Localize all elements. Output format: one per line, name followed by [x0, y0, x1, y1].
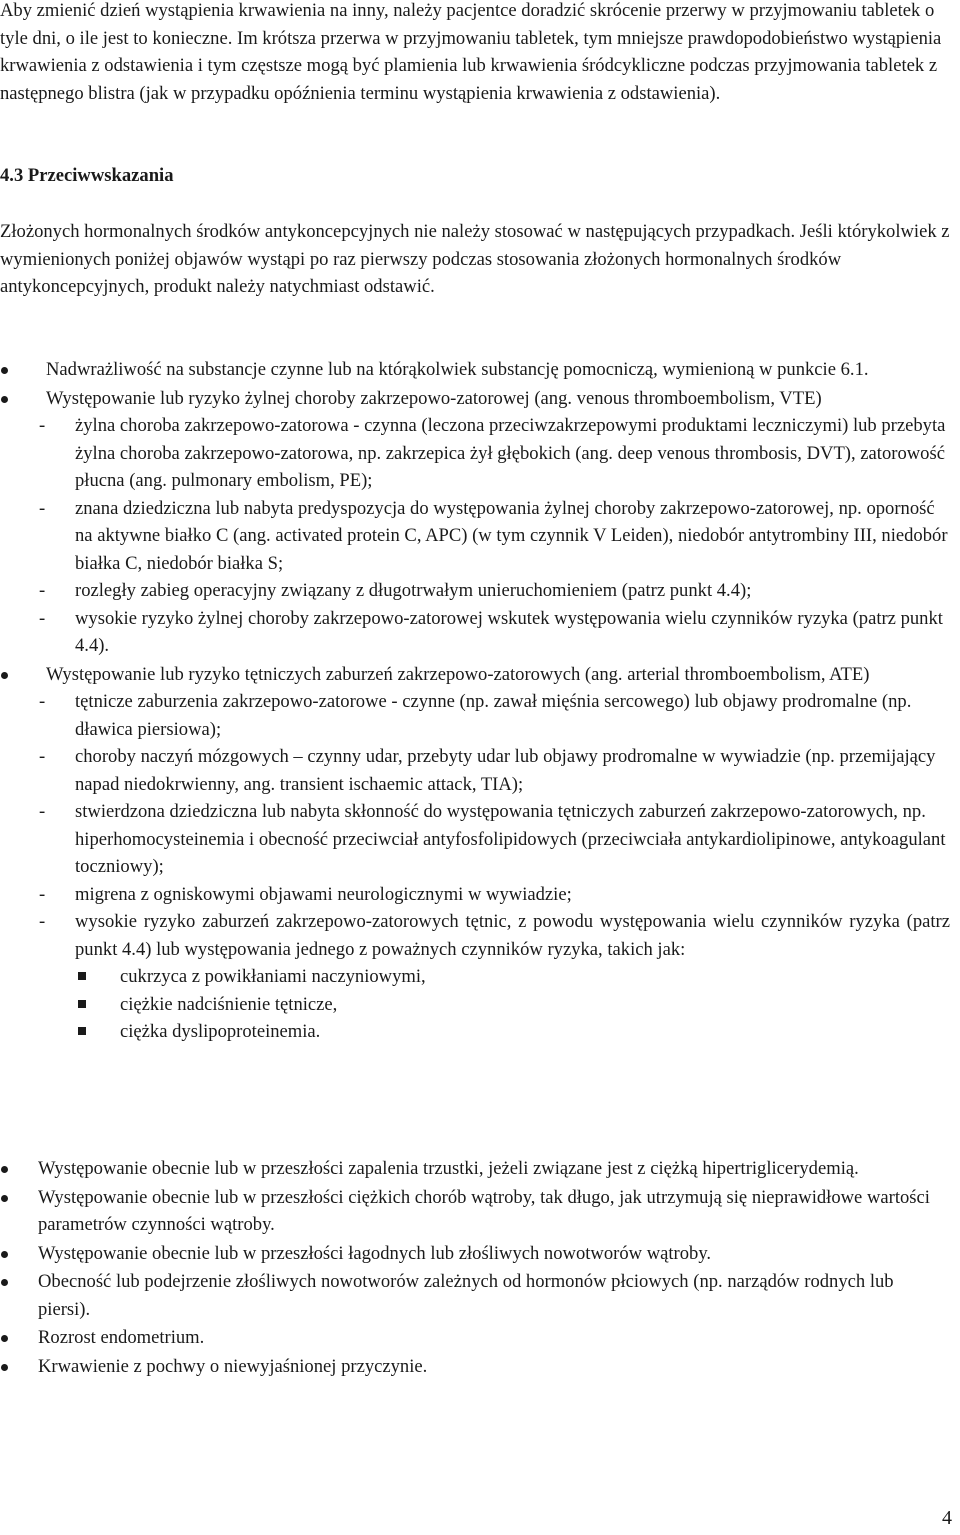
list-item: Nadwrażliwość na substancje czynne lub na którąkolwiek substancję pomocniczą, wymienioną w punkcie 6.1. [0, 356, 950, 384]
intro-paragraph: Aby zmienić dzień wystąpienia krwawienia na inny, należy pacjentce doradzić skrócenie przerwy w przyjmowaniu tabletek o tyle dni, o ile jest to konieczne. Im krótsza przerwa w przyjmowaniu tabletek, tym mniejsze prawdopodobieństwo wystąpienia krwawienia z odstawienia i tym częstsze mogą być plamienia lub krwawienia śródcykliczne podczas przyjmowania tabletek z następnego blistra (jak w przypadku opóźnienia terminu wystąpienia krwawienia z odstawienia). [0, 0, 942, 104]
list-item: Występowanie obecnie lub w przeszłości łagodnych lub złośliwych nowotworów wątroby. [0, 1240, 950, 1268]
list-item: Występowanie lub ryzyko tętniczych zaburzeń zakrzepowo-zatorowych (ang. arterial thromboembolism, ATE) [0, 661, 950, 689]
contraindications-intro: Złożonych hormonalnych środków antykoncepcyjnych nie należy stosować w następujących przypadkach. Jeśli którykolwiek z wymienionych poniżej objawów wystąpi po raz pierwszy podczas stosowania złożonych hormonalnych środków antykoncepcyjnych, produkt należy natychmiast odstawić. [0, 221, 950, 297]
dash-marker: - [39, 911, 46, 932]
bullet-icon [1, 367, 8, 374]
bullet-icon [1, 1195, 8, 1202]
sub-item: - wysokie ryzyko zaburzeń zakrzepowo-zatorowych tętnic, z powodu występowania wielu czynników ryzyka (patrz punkt 4.4) lub występowania jednego z poważnych czynników ryzyka, takich jak: [0, 908, 950, 963]
square-bullet-icon [78, 1027, 86, 1035]
bullet-icon [1, 1251, 8, 1258]
square-bullet-icon [78, 972, 86, 980]
list-item: Obecność lub podejrzenie złośliwych nowotworów zależnych od hormonów płciowych (np. narządów rodnych lub piersi). [0, 1268, 950, 1323]
square-bullet-icon [78, 1000, 86, 1008]
bullet-icon [1, 1364, 8, 1371]
dash-marker: - [39, 580, 46, 601]
dash-marker: - [39, 415, 46, 436]
list-item: Występowanie obecnie lub w przeszłości zapalenia trzustki, jeżeli związane jest z ciężką hipertriglicerydemią. [0, 1155, 950, 1183]
sub-item: - stwierdzona dziedziczna lub nabyta skłonność do występowania tętniczych zaburzeń zakrzepowo-zatorowych, np. hiperhomocysteinemia i obecność przeciwciał antyfosfolipidowych (przeciwciała antykardiolipinowe, antykoagulant toczniowy); [0, 798, 950, 881]
page-number: 4 [942, 1507, 952, 1529]
dash-marker: - [39, 746, 46, 767]
list-item: Rozrost endometrium. [0, 1324, 950, 1352]
contraindications-list-continued [0, 1155, 950, 1381]
list-item: Występowanie lub ryzyko żylnej choroby zakrzepowo-zatorowej (ang. venous thromboembolism, VTE) [0, 385, 950, 413]
sub-item: - wysokie ryzyko żylnej choroby zakrzepowo-zatorowej wskutek występowania wielu czynników ryzyka (patrz punkt 4.4). [0, 605, 950, 660]
list-item: Występowanie obecnie lub w przeszłości ciężkich chorób wątroby, tak długo, jak utrzymują się nieprawidłowe wartości parametrów czynności wątroby. [0, 1184, 950, 1239]
risk-item: ciężkie nadciśnienie tętnicze, [0, 991, 950, 1019]
dash-marker: - [39, 691, 46, 712]
risk-item: ciężka dyslipoproteinemia. [0, 1018, 950, 1046]
bullet-icon [1, 672, 8, 679]
sub-item: - żylna choroba zakrzepowo-zatorowa - czynna (leczona przeciwzakrzepowymi produktami leczniczymi) lub przebyta żylna choroba zakrzepowo-zatorowa, np. zakrzepica żył głębokich (ang. deep venous thrombosis, DVT), zatorowość płucna (ang. pulmonary embolism, PE); [0, 412, 950, 495]
dash-marker: - [39, 607, 46, 629]
dash-marker: - [39, 497, 46, 519]
sub-item: - tętnicze zaburzenia zakrzepowo-zatorowe - czynne (np. zawał mięśnia sercowego) lub objawy prodromalne (np. dławica piersiowa); [0, 688, 950, 743]
risk-item: cukrzyca z powikłaniami naczyniowymi, [0, 963, 950, 991]
section-heading: 4.3 Przeciwwskazania [0, 165, 174, 186]
sub-item: - migrena z ogniskowymi objawami neurologicznymi w wywiadzie; [0, 881, 950, 909]
sub-item: - choroby naczyń mózgowych – czynny udar, przebyty udar lub objawy prodromalne w wywiadzie (np. przemijający napad niedokrwienny, ang. transient ischaemic attack, TIA); [0, 743, 950, 798]
contraindications-list [0, 356, 950, 1046]
bullet-icon [1, 1335, 8, 1342]
list-item: Krwawienie z pochwy o niewyjaśnionej przyczynie. [0, 1353, 950, 1381]
bullet-icon [1, 1166, 8, 1173]
sub-item: - znana dziedziczna lub nabyta predyspozycja do występowania żylnej choroby zakrzepowo-zatorowej, np. oporność na aktywne białko C (ang. activated protein C, APC) (w tym czynnik V Leiden), niedobór antytrombiny III, niedobór białka C, niedobór białka S; [0, 495, 950, 578]
sub-item: - rozległy zabieg operacyjny związany z długotrwałym unieruchomieniem (patrz punkt 4.4); [0, 577, 950, 605]
bullet-icon [1, 396, 8, 403]
bullet-icon [1, 1279, 8, 1286]
dash-marker: - [39, 883, 46, 905]
dash-marker: - [39, 801, 46, 822]
